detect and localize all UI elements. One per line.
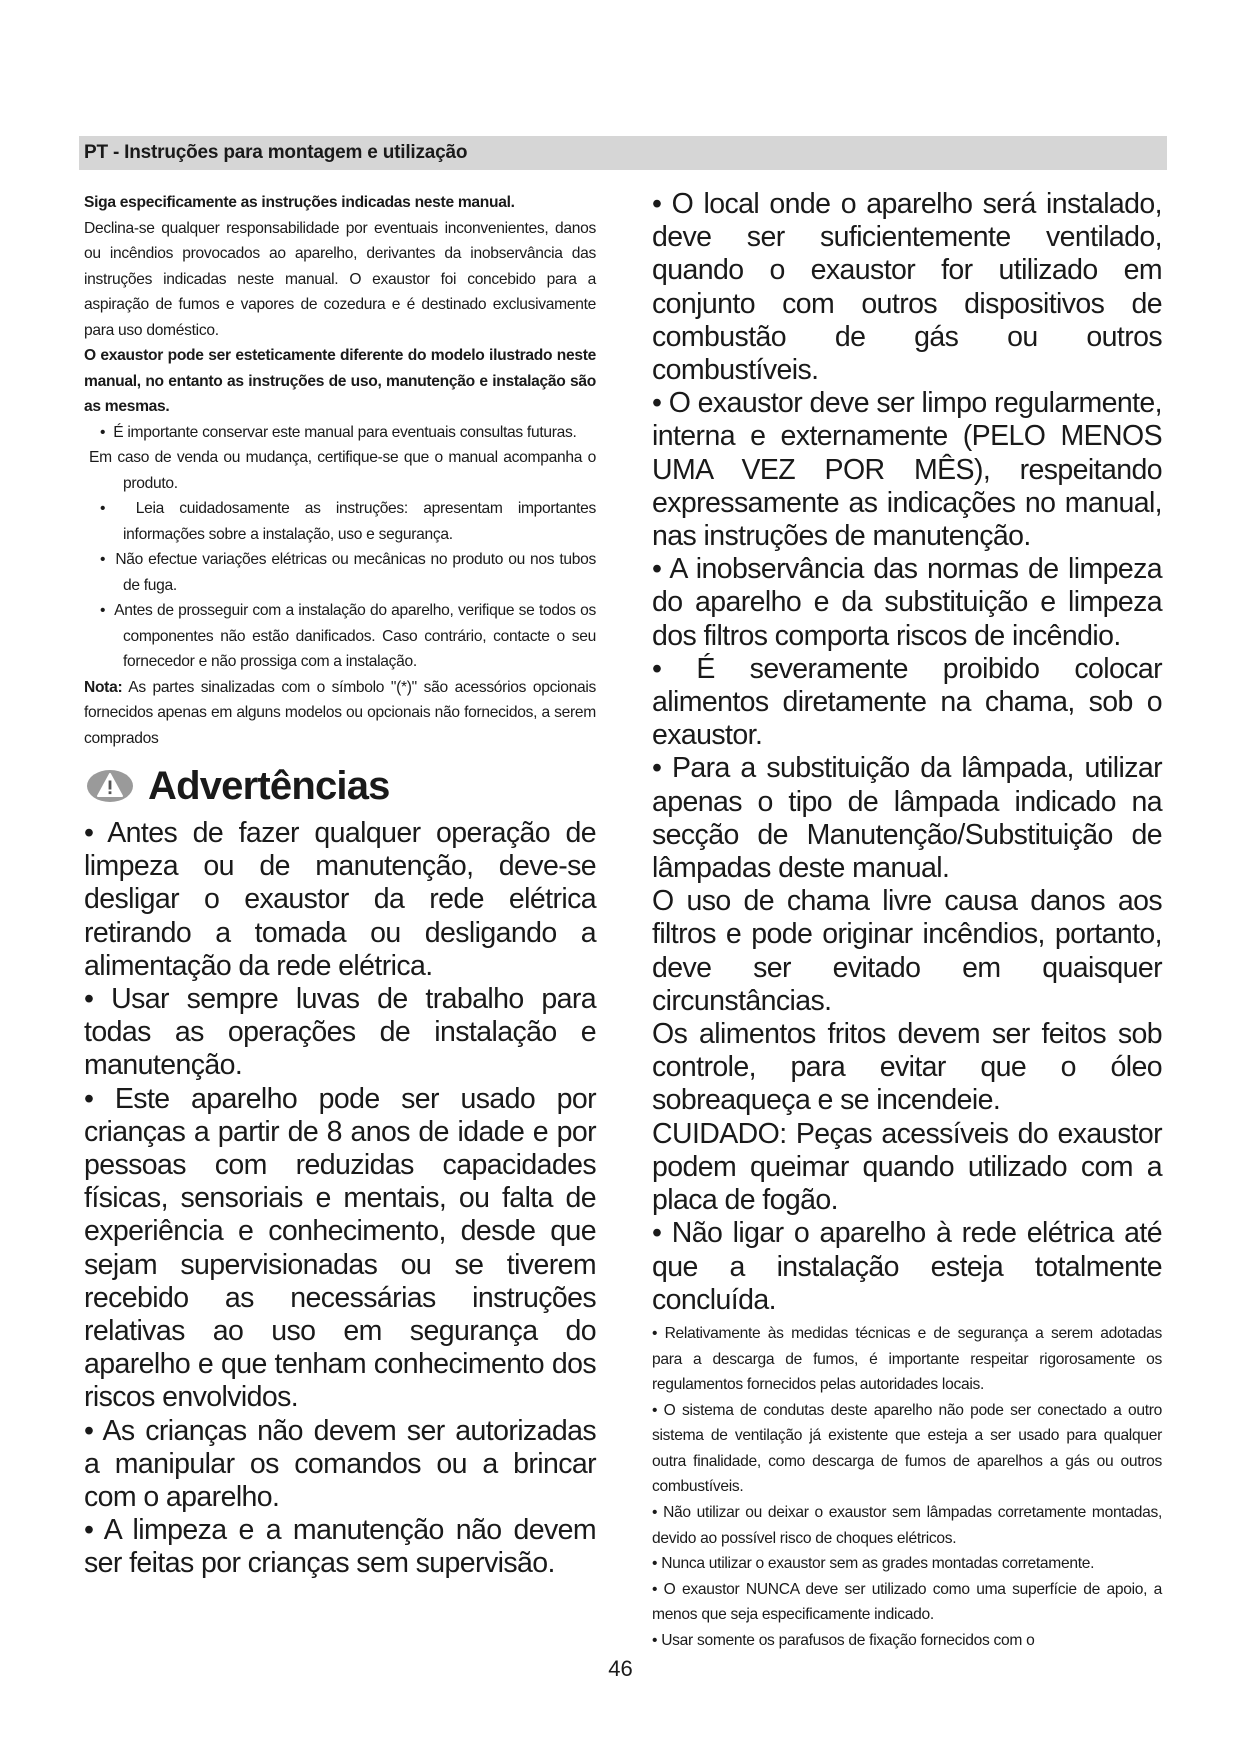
small-warning-item: • Não utilizar ou deixar o exaustor sem lâmpadas corretamente montadas, devido ao possível risco de choques elétricos. xyxy=(652,1504,1162,1547)
small-warning-item: • O exaustor NUNCA deve ser utilizado como uma superfície de apoio, a menos que seja especificamente indicado. xyxy=(652,1580,1162,1624)
nota-text: As partes sinalizadas com o símbolo "(*)" são acessórios opcionais fornecidos apenas em alguns modelos ou opcionais não fornecidos, a serem comprados xyxy=(84,678,597,747)
warning-item: Os alimentos fritos devem ser feitos sob controle, para evitar que o óleo sobreaqueça e se incendeie. xyxy=(652,1018,1162,1117)
nota-paragraph xyxy=(84,675,596,752)
warning-item: • O exaustor deve ser limpo regularmente, interna e externamente (PELO MENOS UMA VEZ POR MÊS), respeitando expressamente as indicações no manual, nas instruções de manutenção. xyxy=(652,387,1162,553)
warning-item: • Para a substituição da lâmpada, utilizar apenas o tipo de lâmpada indicado na secção de Manutenção/Substituição de lâmpadas deste manual. xyxy=(652,752,1162,885)
warning-item: • A inobservância das normas de limpeza do aparelho e da substituição e limpeza dos filtros comporta riscos de incêndio. xyxy=(652,553,1162,652)
warning-item: • É severamente proibido colocar alimentos diretamente na chama, sob o exaustor. xyxy=(652,652,1162,752)
section-header-bar xyxy=(79,136,1167,170)
warnings-title: Advertências xyxy=(148,764,390,808)
warning-item: • Antes de fazer qualquer operação de limpeza ou de manutenção, deve-se desligar o exaustor da rede elétrica retirando a tomada ou desligando a alimentação da rede elétrica. xyxy=(84,817,596,982)
list-item: • É importante conservar este manual para eventuais consultas futuras. xyxy=(100,423,577,441)
right-warnings-small xyxy=(652,1321,1162,1654)
right-column xyxy=(652,188,1162,1654)
warning-triangle-icon xyxy=(86,769,134,803)
warning-item: • As crianças não devem ser autorizadas a manipular os comandos ou a brincar com o aparelho. xyxy=(84,1414,596,1514)
warning-item: • Não ligar o aparelho à rede elétrica até que a instalação esteja totalmente concluída. xyxy=(652,1217,1162,1316)
warning-item: CUIDADO: Peças acessíveis do exaustor podem queimar quando utilizado com a placa de fogão. xyxy=(652,1117,1162,1217)
small-warning-item: • Relativamente às medidas técnicas e de segurança a serem adotadas para a descarga de fumos, é importante respeitar rigorosamente os regulamentos fornecidos pelas autoridades locais. xyxy=(652,1324,1162,1394)
warnings-heading xyxy=(84,761,596,811)
small-warning-item: • Usar somente os parafusos de fixação fornecidos com o xyxy=(652,1632,1035,1650)
intro-text: Declina-se qualquer responsabilidade por eventuais inconvenientes, danos ou incêndios provocados ao aparelho, derivantes da inobservância das instruções indicadas neste manual. O exaustor foi concebido para a aspiração de fumos e vapores de cozedura e é destinado exclusivamente para uso doméstico. xyxy=(84,219,596,339)
list-item: • Antes de prosseguir com a instalação do aparelho, verifique se todos os componentes não estão danificados. Caso contrário, contacte o seu fornecedor e não prossiga com a instalação. xyxy=(100,602,596,670)
section-title: PT - Instruções para montagem e utilização xyxy=(84,142,468,163)
warning-item: • A limpeza e a manutenção não devem ser feitas por crianças sem supervisão. xyxy=(84,1514,596,1580)
warning-item: O uso de chama livre causa danos aos filtros e pode originar incêndios, portanto, deve ser evitado em quaisquer circunstâncias. xyxy=(652,885,1162,1017)
instructions-list xyxy=(84,420,596,675)
warning-item: • Usar sempre luvas de trabalho para todas as operações de instalação e manutenção. xyxy=(84,983,596,1082)
warning-item: • O local onde o aparelho será instalado, deve ser suficientemente ventilado, quando o exaustor for utilizado em conjunto com outros dispositivos de combustão de gás ou outros combustíveis. xyxy=(652,188,1162,387)
list-item: Em caso de venda ou mudança, certifique-se que o manual acompanha o produto. xyxy=(89,449,596,492)
page-number: 46 xyxy=(608,1656,633,1681)
small-warning-item: • Nunca utilizar o exaustor sem as grades montadas corretamente. xyxy=(652,1555,1095,1573)
small-warning-item: • O sistema de condutas deste aparelho não pode ser conectado a outro sistema de ventilação já existente que esteja a ser usado para qualquer outra finalidade, como descarga de fumos de aparelhos a gás ou outros combustíveis. xyxy=(652,1401,1162,1496)
model-note: O exaustor pode ser esteticamente diferente do modelo ilustrado neste manual, no entanto as instruções de uso, manutenção e instalação são as mesmas. xyxy=(84,347,596,415)
intro-bold: Siga especificamente as instruções indicadas neste manual. xyxy=(84,194,515,211)
right-warnings-large xyxy=(652,188,1162,1317)
warning-item: • Este aparelho pode ser usado por crianças a partir de 8 anos de idade e por pessoas com reduzidas capacidades físicas, sensoriais e mentais, ou falta de experiência e conhecimento, desde que sejam supervisionadas ou se tiverem recebido as necessárias instruções relativas ao uso em segurança do aparelho e que tenham conhecimento dos riscos envolvidos. xyxy=(84,1082,596,1414)
left-column xyxy=(84,190,596,1581)
list-item: • Leia cuidadosamente as instruções: apresentam importantes informações sobre a instalação, uso e segurança. xyxy=(100,500,596,543)
warnings-list xyxy=(84,817,596,1581)
nota-label: Nota: xyxy=(84,678,123,696)
list-item: • Não efectue variações elétricas ou mecânicas no produto ou nos tubos de fuga. xyxy=(100,551,596,594)
